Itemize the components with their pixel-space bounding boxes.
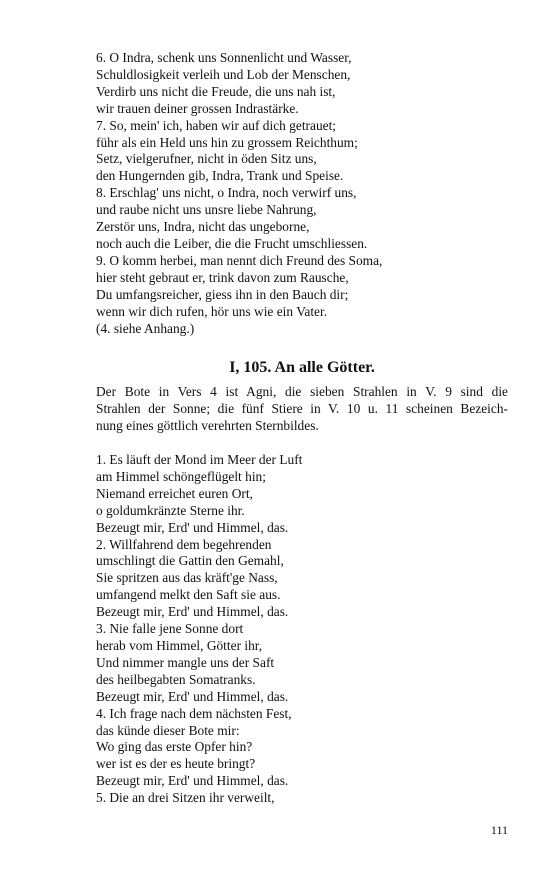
verse-line: o goldumkränzte Sterne ihr. — [96, 502, 245, 518]
intro-line: nung eines göttlich verehrten Sternbildes. — [96, 418, 319, 434]
verse-line: führ als ein Held uns hin zu grossem Reichthum; — [96, 134, 358, 150]
verse-line: Bezeugt mir, Erd' und Himmel, das. — [96, 773, 289, 789]
verse-line: 7. So, mein' ich, haben wir auf dich getrauet; — [96, 117, 337, 133]
verse-line: 4. Ich frage nach dem nächsten Fest, — [96, 705, 292, 721]
verse-line: 1. Es läuft der Mond im Meer der Luft — [96, 452, 303, 468]
verse-line: Niemand erreichet euren Ort, — [96, 485, 253, 501]
verse-line: Und nimmer mangle uns der Saft — [96, 654, 275, 670]
page-number: 111 — [490, 823, 508, 837]
verse-line: Zerstör uns, Indra, nicht das ungeborne, — [96, 219, 310, 235]
verse-line: Sie spritzen aus das kräft'ge Nass, — [96, 570, 278, 586]
verse-line: und raube nicht uns unsre liebe Nahrung, — [96, 202, 317, 218]
intro-line: Strahlen der Sonne; die fünf Stiere in V. 10 u. 11 scheinen Bezeich- — [96, 401, 508, 417]
verse-line: Du umfangsreicher, giess ihn in den Bauch dir; — [96, 286, 349, 302]
verse-line: Bezeugt mir, Erd' und Himmel, das. — [96, 688, 289, 704]
verse-line: umschlingt die Gattin den Gemahl, — [96, 553, 284, 569]
verse-line: 2. Willfahrend dem begehrenden — [96, 536, 272, 552]
verse-line: Bezeugt mir, Erd' und Himmel, das. — [96, 519, 289, 535]
verses-continued — [96, 50, 508, 337]
verse-line: noch auch die Leiber, die die Frucht umschliessen. — [96, 235, 368, 251]
verses-section — [96, 452, 508, 807]
verse-line: des heilbegabten Somatranks. — [96, 671, 256, 687]
verse-line: umfangend melkt den Saft sie aus. — [96, 587, 281, 603]
verse-line: Wo ging das erste Opfer hin? — [96, 739, 253, 755]
verse-line: (4. siehe Anhang.) — [96, 320, 195, 336]
verse-line: hier steht gebraut er, trink davon zum Rausche, — [96, 269, 349, 285]
verse-line: am Himmel schöngeflügelt hin; — [96, 468, 266, 484]
verse-line: Schuldlosigkeit verleih und Lob der Menschen, — [96, 66, 351, 82]
verse-line: 3. Nie falle jene Sonne dort — [96, 621, 244, 637]
verse-line: Bezeugt mir, Erd' und Himmel, das. — [96, 604, 289, 620]
verse-line: das künde dieser Bote mir: — [96, 722, 240, 738]
verse-line: wer ist es der es heute bringt? — [96, 756, 256, 772]
verse-line: 6. O Indra, schenk uns Sonnenlicht und Wasser, — [96, 50, 352, 65]
verse-line: wir trauen deiner grossen Indrastärke. — [96, 100, 299, 116]
section-heading: I, 105. An alle Götter. — [229, 359, 375, 377]
verse-line: Setz, vielgerufner, nicht in öden Sitz uns, — [96, 151, 317, 167]
verse-line: den Hungernden gib, Indra, Trank und Speise. — [96, 168, 344, 184]
verse-line: herab vom Himmel, Götter ihr, — [96, 637, 263, 653]
verse-line: 8. Erschlag' uns nicht, o Indra, noch verwirf uns, — [96, 185, 357, 201]
verse-line: wenn wir dich rufen, hör uns wie ein Vater. — [96, 303, 328, 319]
book-page — [96, 50, 508, 807]
verse-line: 5. Die an drei Sitzen ihr verweilt, — [96, 790, 275, 806]
verse-line: 9. O komm herbei, man nennt dich Freund des Soma, — [96, 252, 383, 268]
intro-paragraph — [96, 384, 508, 435]
intro-line: Der Bote in Vers 4 ist Agni, die sieben Strahlen in V. 9 sind die — [96, 384, 508, 400]
verse-line: Verdirb uns nicht die Freude, die uns nah ist, — [96, 83, 336, 99]
